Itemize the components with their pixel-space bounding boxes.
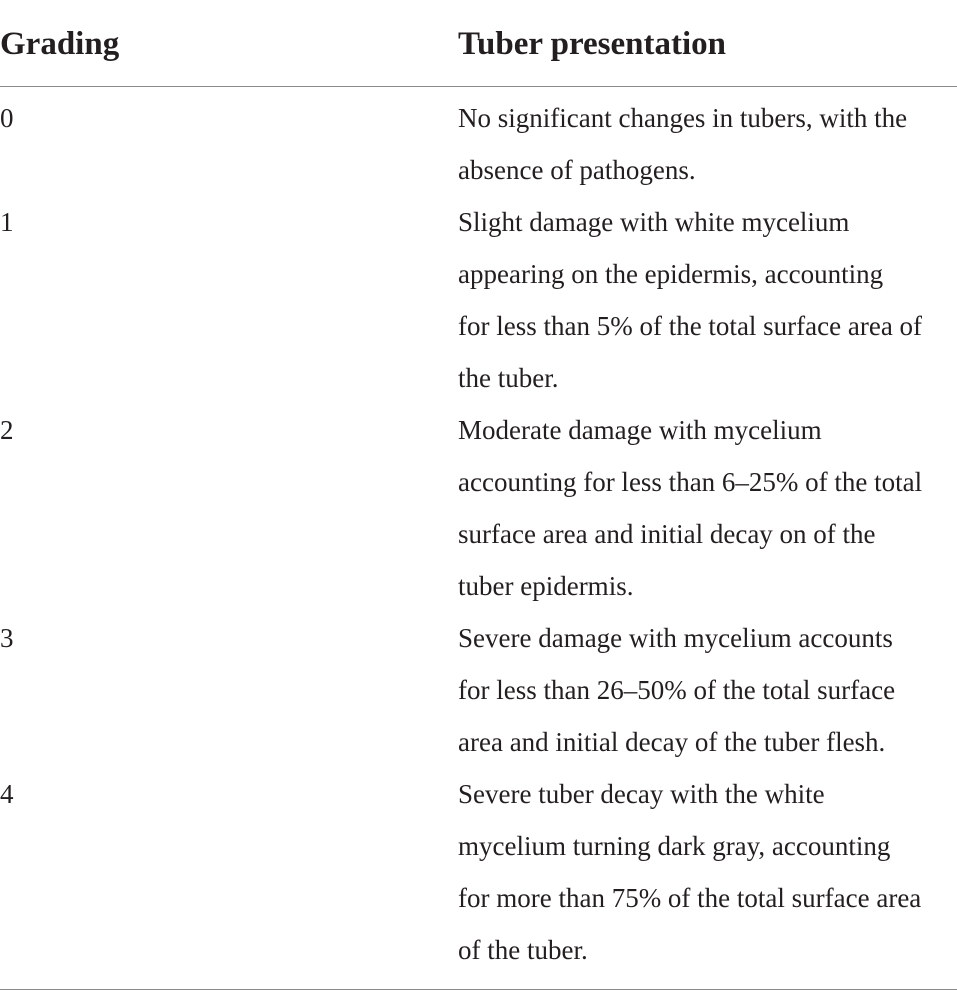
header-grading: Grading [0,26,120,62]
grade-cell: 3 [0,623,14,653]
table-row [0,92,957,196]
header-tuber-presentation: Tuber presentation [458,26,727,62]
description-line: surface area and initial decay on of the [458,519,876,549]
grade-cell: 0 [0,103,14,133]
description-line: tuber epidermis. [458,571,634,601]
description-line: mycelium turning dark gray, accounting [458,831,891,861]
description-cell [458,196,957,404]
description-line: Severe damage with mycelium accounts [458,623,893,653]
grade-cell: 2 [0,415,14,445]
description-line: area and initial decay of the tuber flesh. [458,727,886,757]
description-line: of the tuber. [458,935,588,965]
table-row [0,404,957,612]
description-line: Moderate damage with mycelium [458,415,822,445]
description-line: for less than 26–50% of the total surface [458,675,896,705]
description-line: the tuber. [458,363,559,393]
description-cell [458,92,957,196]
table-body [0,87,957,976]
description-cell [458,768,957,976]
table-bottom-rule [0,989,957,990]
description-line: No significant changes in tubers, with the [458,103,908,133]
grade-cell: 1 [0,207,14,237]
table-row [0,768,957,976]
description-line: for less than 5% of the total surface area of [458,311,923,341]
grade-cell: 4 [0,779,14,809]
table-header [0,0,957,87]
description-cell [458,404,957,612]
description-line: absence of pathogens. [458,155,696,185]
table-row [0,612,957,768]
description-line: for more than 75% of the total surface area [458,883,922,913]
description-line: Slight damage with white mycelium [458,207,850,237]
description-line: accounting for less than 6–25% of the total [458,467,923,497]
description-line: Severe tuber decay with the white [458,779,825,809]
description-line: appearing on the epidermis, accounting [458,259,884,289]
description-cell [458,612,957,768]
table-row [0,196,957,404]
